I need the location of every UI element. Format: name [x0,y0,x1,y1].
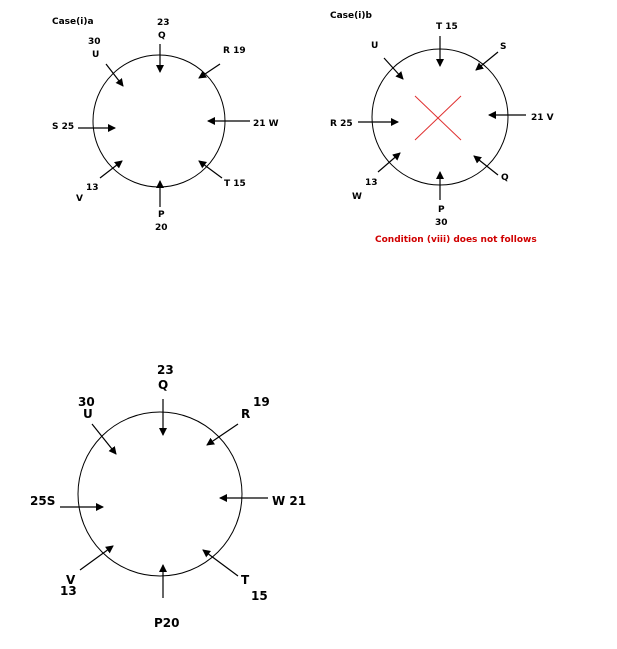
case-a-u-label: U [92,50,100,60]
case-b-t-label: T 15 [436,22,458,32]
case-3-u-number: 30 [78,395,95,409]
case-3-r-label: R [241,407,251,421]
case-3-q-number: 23 [157,363,174,377]
case-3-s-label: 25S [30,494,56,508]
case-b-u-label: U [371,41,379,51]
case-b-p-number: 30 [435,218,448,228]
case-b-q-label: Q [501,173,509,183]
case-a-u-number: 30 [88,37,101,47]
case-3-t-label: T [241,573,250,587]
case-3-arrow-r [207,424,238,445]
case-b-arrow-q [474,156,498,175]
case-3-p-label: P20 [154,616,180,630]
case-b-w-label: W [352,192,362,202]
case-a-q-number: 23 [157,18,170,28]
case-a-r-label: R 19 [223,46,246,56]
case-3-v-number: 13 [60,584,77,598]
case-b-diagram [330,11,554,245]
case-b-title: Case(i)b [330,11,372,21]
case-a-p-number: 20 [155,223,168,233]
case-b-13-label: 13 [365,178,378,188]
case-a-w-label: 21 W [253,119,279,129]
case-a-circle [93,55,225,187]
case-3-arrow-u [92,424,116,454]
case-a-s-label: S 25 [52,122,75,132]
case-3-arrow-t [203,550,238,576]
case-3-w-label: W 21 [272,494,307,508]
case-3-q-label: Q [158,378,169,392]
case-b-p-label: P [438,205,445,215]
case-b-arrow-u [384,58,403,79]
case-a-arrow-t [199,161,222,178]
case-3-u-label: U [83,407,93,421]
case-a-q-label: Q [158,31,166,41]
case-3-v-label: V [66,573,76,587]
case-b-r-label: R 25 [330,119,353,129]
case-a-arrow-v [100,161,122,178]
case-b-s-label: S [500,42,507,52]
case-b-condition-note: Condition (viii) does not follows [375,235,537,245]
case-3-diagram [30,363,306,630]
case-a-p-label: P [158,210,165,220]
case-a-diagram [52,17,279,233]
case-3-r-number: 19 [253,395,270,409]
case-a-t-label: T 15 [224,179,246,189]
case-b-v-label: 21 V [531,113,554,123]
case-b-circle [372,49,508,185]
case-a-v-label: V [76,194,83,204]
case-a-v-number: 13 [86,183,99,193]
case-a-title: Case(i)a [52,17,94,27]
case-3-t-number: 15 [251,589,268,603]
